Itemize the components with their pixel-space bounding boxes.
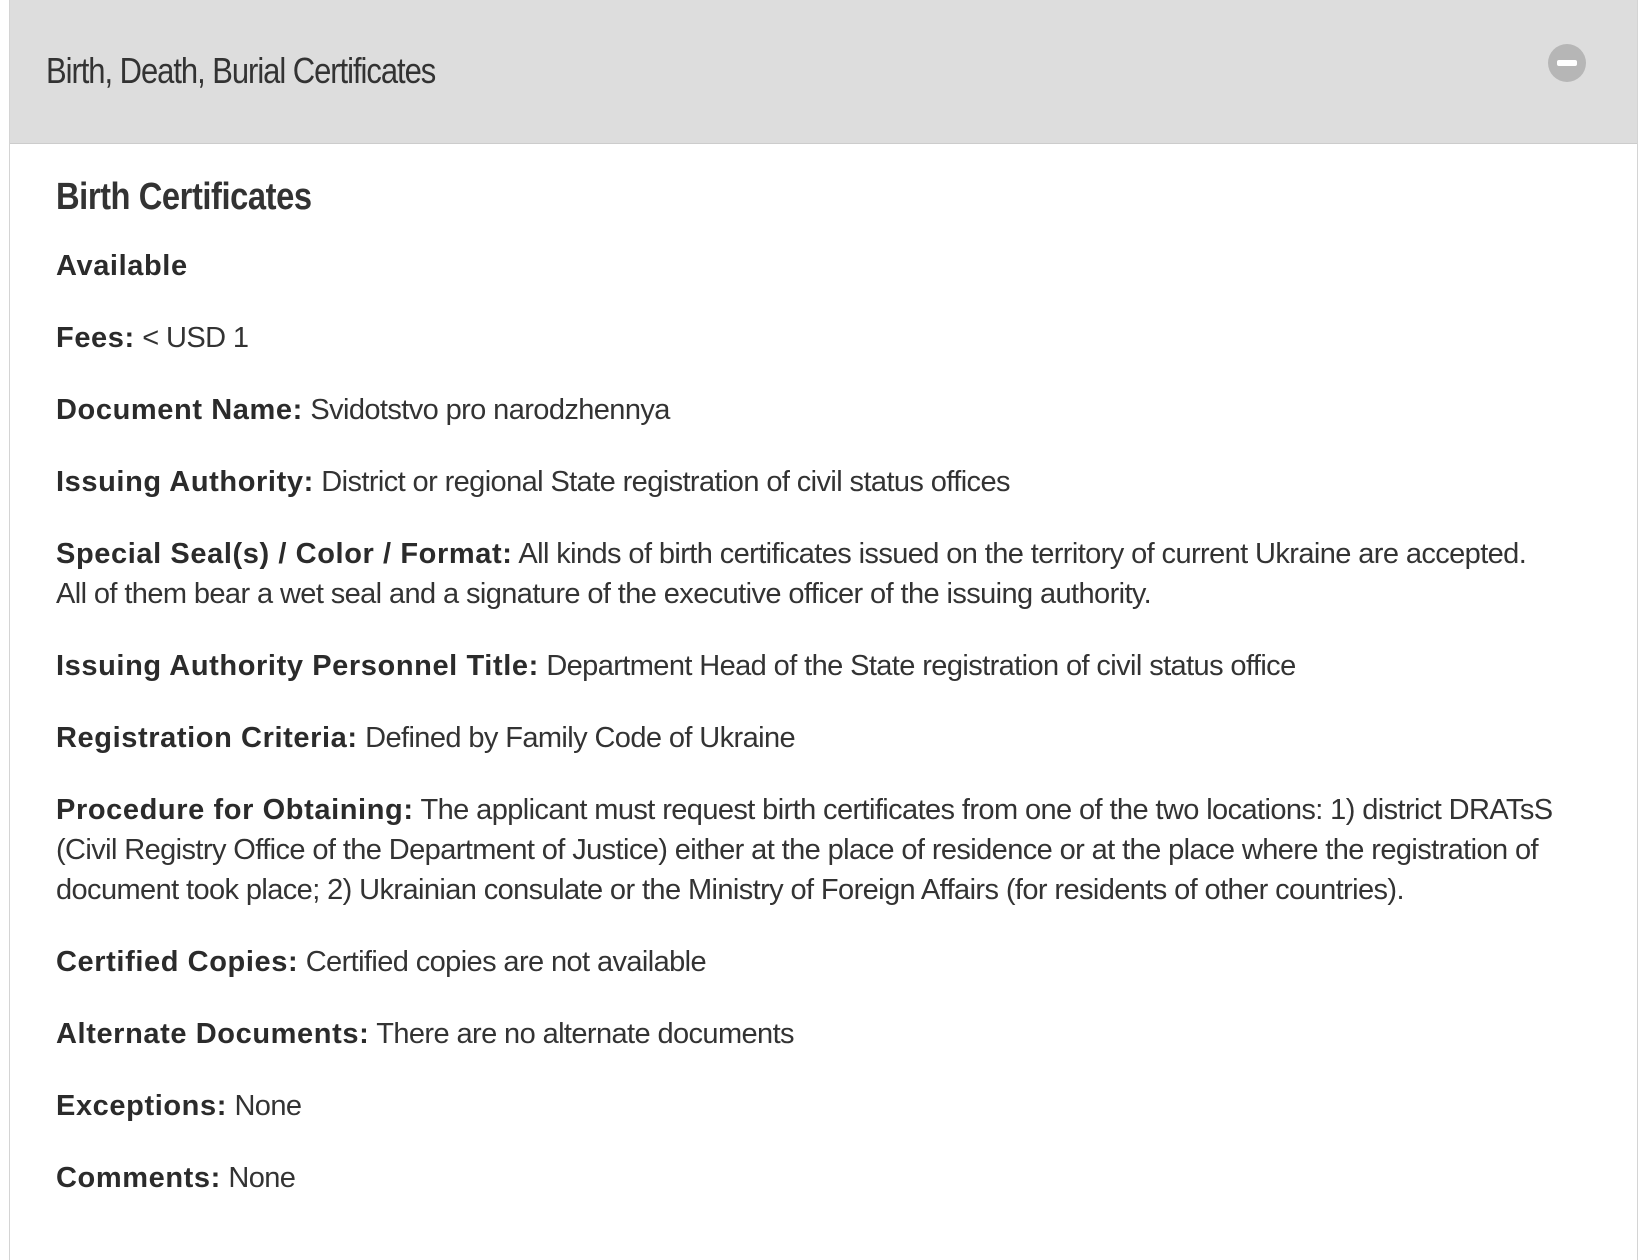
document-name-field [56, 390, 1556, 430]
field-value: None [228, 1162, 296, 1194]
personnel-title-field [56, 646, 1556, 686]
certified-copies-field [56, 942, 1556, 982]
field-label: Exceptions: [56, 1090, 227, 1122]
field-label: Special Seal(s) / Color / Format: [56, 538, 513, 570]
field-label: Issuing Authority: [56, 466, 314, 498]
accordion-title[interactable]: Birth, Death, Burial Certificates [46, 50, 436, 91]
issuing-authority-field [56, 462, 1556, 502]
availability-label: Available [56, 250, 188, 282]
fees-field [56, 318, 1556, 358]
field-value: Department Head of the State registration of civil status office [546, 650, 1296, 682]
field-label: Issuing Authority Personnel Title: [56, 650, 539, 682]
field-value: All kinds of birth certificates issued on the territory of current Ukraine are accepted. All of them bear a wet seal and a signature of the executive officer of the issuing authority. [56, 538, 1527, 610]
registration-criteria-field [56, 718, 1556, 758]
accordion-header[interactable] [10, 0, 1637, 144]
accordion-panel [9, 0, 1638, 1260]
field-value: Svidotstvo pro narodzhennya [310, 394, 670, 426]
field-value: None [234, 1090, 302, 1122]
minus-bar [1557, 60, 1577, 66]
field-value: The applicant must request birth certificates from one of the two locations: 1) district DRATsS (Civil Registry Office of the Department of Justice) either at the place of residence or at the place where the registration of document took place; 2) Ukrainian consulate or the Ministry of Foreign Affairs (for residents of other countries). [56, 794, 1553, 906]
exceptions-field [56, 1086, 1556, 1126]
field-value: District or regional State registration of civil status offices [321, 466, 1010, 498]
field-label: Document Name: [56, 394, 303, 426]
procedure-field [56, 790, 1556, 910]
alternate-documents-field [56, 1014, 1556, 1054]
field-value: Defined by Family Code of Ukraine [365, 722, 796, 754]
accordion-body [10, 144, 1637, 1198]
field-value: There are no alternate documents [376, 1018, 794, 1050]
field-label: Comments: [56, 1162, 221, 1194]
field-label: Fees: [56, 322, 135, 354]
comments-field [56, 1158, 1556, 1198]
field-label: Certified Copies: [56, 946, 299, 978]
field-label: Alternate Documents: [56, 1018, 370, 1050]
field-value: < USD 1 [142, 322, 249, 354]
field-label: Procedure for Obtaining: [56, 794, 414, 826]
special-seal-field [56, 534, 1556, 614]
availability-field [56, 246, 1556, 286]
section-title: Birth Certificates [56, 176, 312, 218]
minus-circle-icon[interactable] [1548, 44, 1586, 82]
field-value: Certified copies are not available [305, 946, 707, 978]
field-label: Registration Criteria: [56, 722, 358, 754]
